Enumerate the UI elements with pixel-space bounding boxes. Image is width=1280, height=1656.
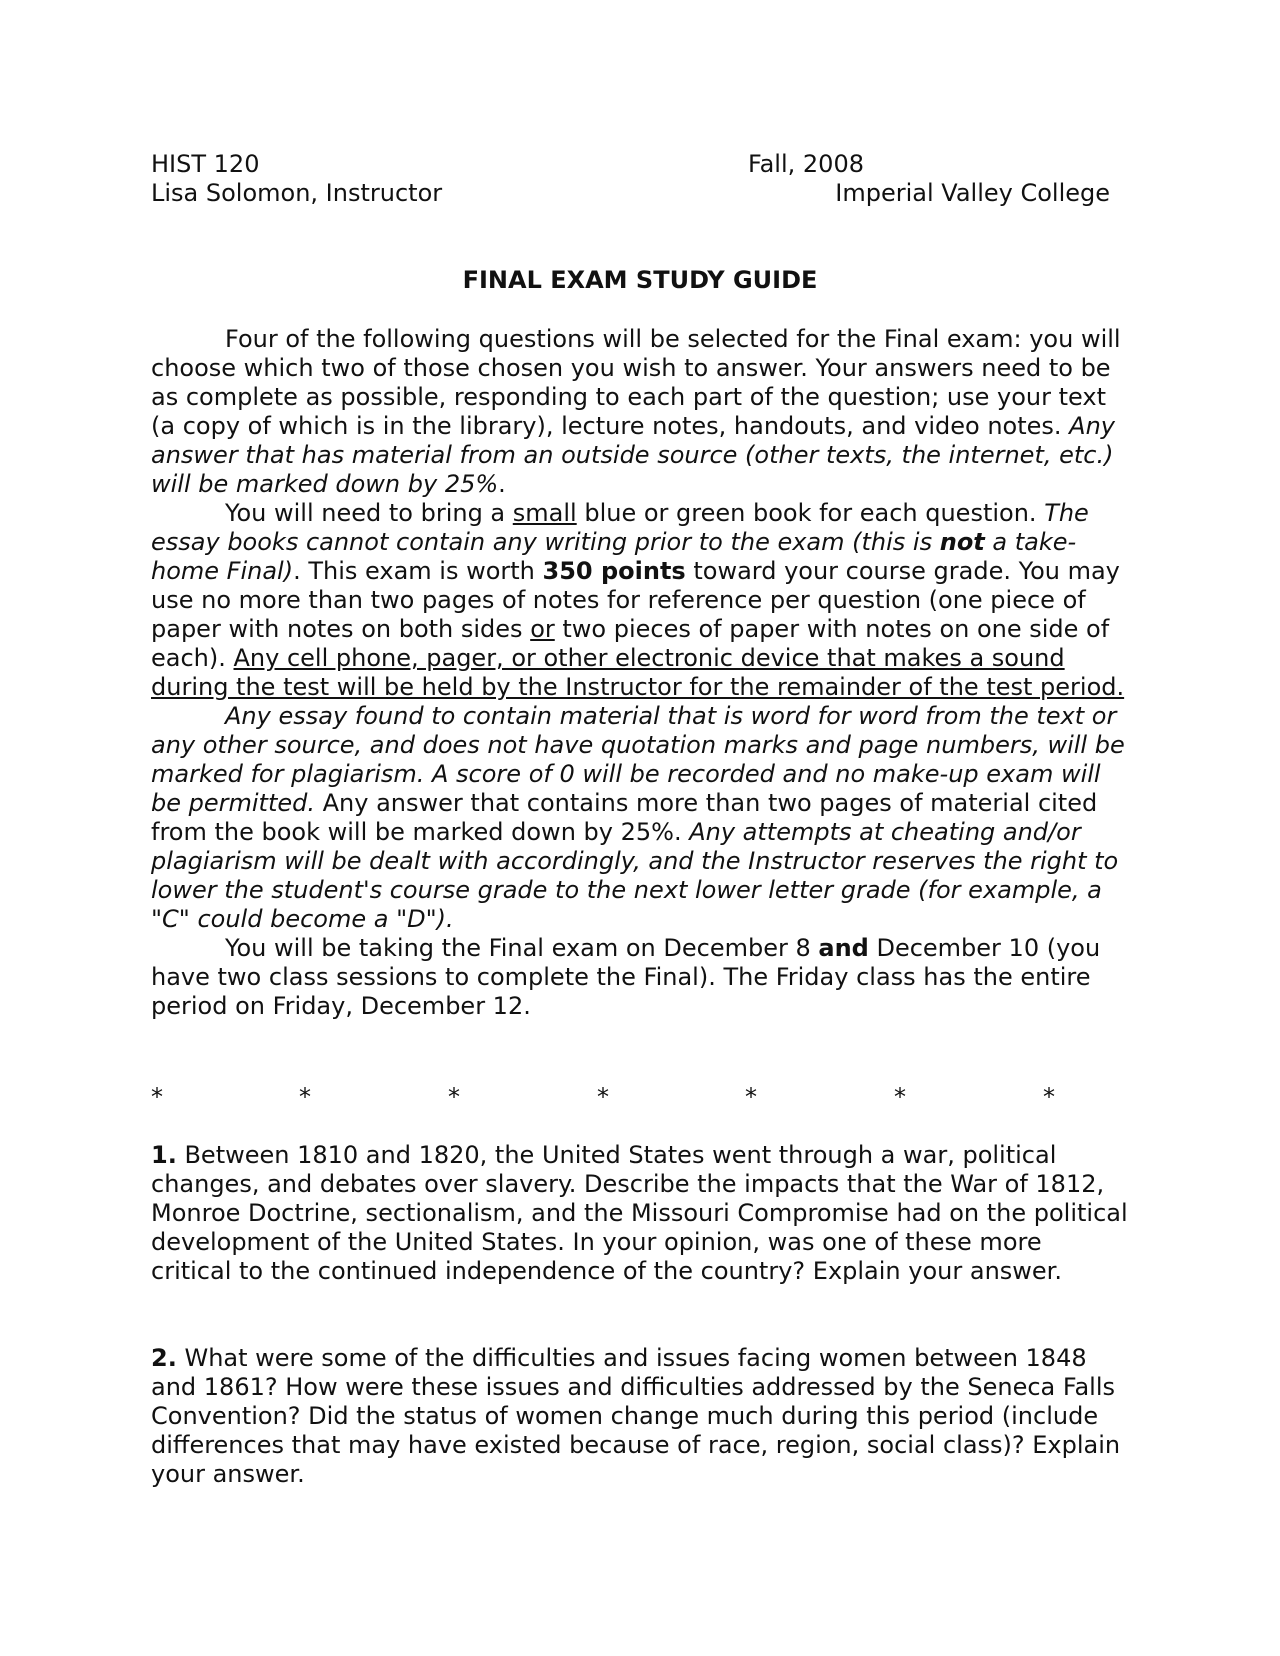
instructor-name: Lisa Solomon, Instructor [151, 179, 443, 207]
instructions-paragraph-4 [151, 934, 1129, 1021]
college-name: Imperial Valley College [835, 179, 1110, 207]
question-text [151, 1344, 1129, 1489]
p4-text-a: You will be taking the Final exam on December 8 [225, 934, 819, 962]
p3-italic-c: Any attempts at cheating and/or plagiarism will be dealt with accordingly, and the Instructor reserves the right to lower the student's course grade to the next lower letter grade (for example, a "C" could become a "D"). [151, 818, 1119, 933]
p2-text-k: two pieces of paper with notes on one side of each). [151, 615, 1110, 672]
document-title: FINAL EXAM STUDY GUIDE [462, 266, 818, 294]
instructions-paragraph-2 [151, 499, 1129, 702]
p2-text-g: . This exam is worth [293, 557, 543, 585]
question-body: Between 1810 and 1820, the United States went through a war, political changes, and debates over slavery. Describe the impacts that the War of 1812, Monroe Doctrine, sectionalism, and the Missouri Compromise had on the political development of the United States. In your opinion, was one of these more critical to the continued independence of the country? Explain your answer. [151, 1141, 1128, 1285]
question-number: 1. [151, 1141, 177, 1169]
asterisk-separator [151, 1083, 1071, 1113]
p2-text-c: blue or green book for each question. [576, 499, 1045, 527]
p2-text-i: toward your course grade. You may use no more than two pages of notes for reference per question (one piece of paper with notes on both sides [151, 557, 1120, 643]
separator-star: * [299, 1083, 311, 1111]
separator-star: * [745, 1083, 757, 1111]
term: Fall, 2008 [748, 150, 864, 178]
p2-underline-device-rule: Any cell phone, pager, or other electronic device that makes a sound during the test will be held by the Instructor for the remainder of the test period. [151, 644, 1125, 701]
p2-underline-small: small [512, 499, 577, 527]
p2-bold-points: 350 points [542, 557, 686, 585]
question-2 [151, 1344, 1129, 1489]
separator-star: * [894, 1083, 906, 1111]
separator-star: * [1043, 1083, 1055, 1111]
p2-bold-italic-not: not [939, 528, 985, 556]
p2-text-a: You will need to bring a [225, 499, 513, 527]
p4-text-c: December 10 (you have two class sessions to complete the Final). The Friday class has the entire period on Friday, December 12. [151, 934, 1101, 1020]
separator-star: * [151, 1083, 163, 1111]
question-1 [151, 1141, 1129, 1286]
question-text [151, 1141, 1129, 1286]
course-code: HIST 120 [151, 150, 260, 178]
p2-italic-f: a take-home Final) [151, 528, 1077, 585]
instructions-paragraph-1 [151, 325, 1129, 499]
p4-bold-and: and [818, 934, 869, 962]
p2-underline-or: or [530, 615, 555, 643]
separator-star: * [597, 1083, 609, 1111]
question-body: What were some of the difficulties and issues facing women between 1848 and 1861? How were these issues and difficulties addressed by the Seneca Falls Convention? Did the status of women change much during this period (include differences that may have existed because of race, region, social class)? Explain your answer. [151, 1344, 1121, 1488]
p1-text: Four of the following questions will be selected for the Final exam: you will choose which two of those chosen you wish to answer. Your answers need to be as complete as possible, responding to each part of the question; use your text (a copy of which is in the library), lecture notes, handouts, and video notes. [151, 325, 1121, 440]
separator-star: * [448, 1083, 460, 1111]
p3-text-b: Any answer that contains more than two pages of material cited from the book will be marked down by 25%. [151, 789, 1098, 846]
p1-italic-text: Any answer that has material from an outside source (other texts, the internet, etc.) will be marked down by 25% [151, 412, 1115, 498]
question-number: 2. [151, 1344, 177, 1372]
instructions-paragraph-3 [151, 702, 1129, 934]
p3-italic-a: Any essay found to contain material that is word for word from the text or any other source, and does not have quotation marks and page numbers, will be marked for plagiarism. A score of 0 will be recorded and no make-up exam will be permitted. [151, 702, 1125, 817]
p1-end: . [498, 470, 506, 498]
instructions-section [151, 325, 1129, 1021]
p2-italic-d: The essay books cannot contain any writing prior to the exam (this is [151, 499, 1089, 556]
